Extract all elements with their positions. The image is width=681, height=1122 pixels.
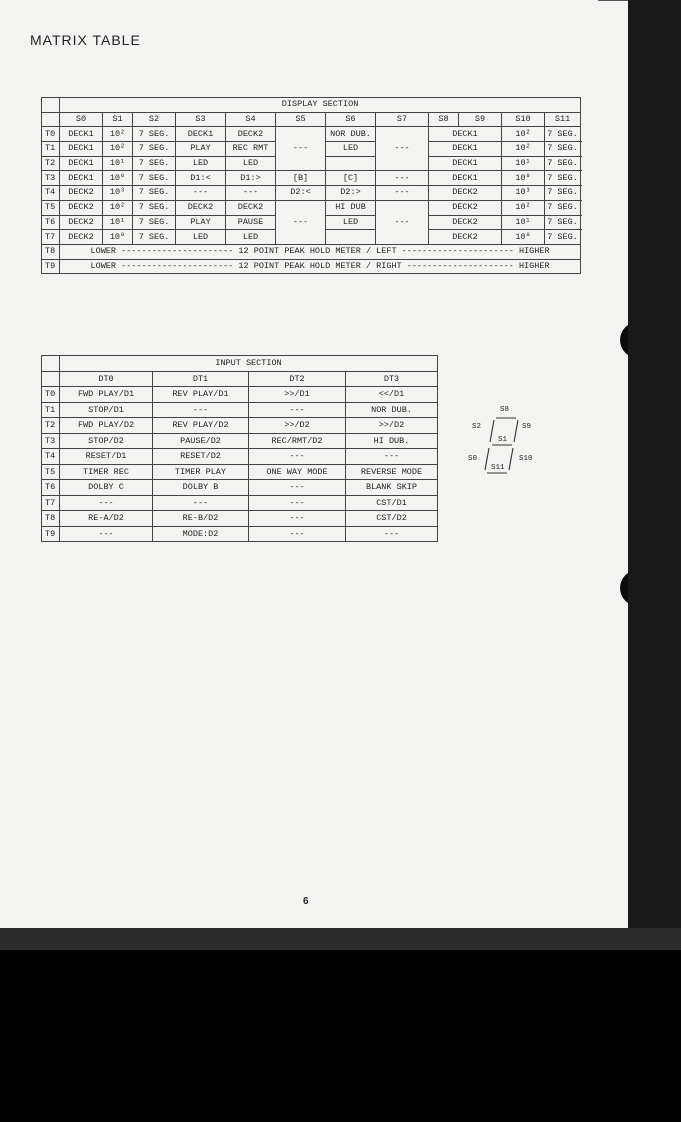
- label-top: S8: [500, 406, 510, 414]
- input-cell: TIMER REC: [60, 464, 153, 480]
- cell: DECK1: [176, 127, 226, 142]
- cell: 10⁰: [502, 171, 545, 186]
- input-row: [42, 449, 438, 465]
- display-title-row: [42, 98, 581, 113]
- row-label: T7: [42, 495, 60, 511]
- input-cell: RE-A/D2: [60, 511, 153, 527]
- label-upper-right: S9: [522, 423, 532, 431]
- cell: 7 SEG.: [133, 200, 176, 215]
- cell: DECK1: [60, 127, 103, 142]
- display-row-t9: [42, 259, 581, 274]
- input-cell: RESET/D2: [153, 449, 249, 465]
- row-label: T3: [42, 433, 60, 449]
- input-cell: >>/D2: [346, 418, 438, 434]
- cell: 10³: [103, 186, 133, 201]
- input-cell: FWD PLAY/D2: [60, 418, 153, 434]
- input-cell: REC/RMT/D2: [249, 433, 346, 449]
- cell: [C]: [326, 171, 376, 186]
- cell: LED: [176, 230, 226, 245]
- cell: DECK2: [60, 200, 103, 215]
- cell: 10⁰: [502, 230, 545, 245]
- cell: D2:>: [326, 186, 376, 201]
- input-cell: >>/D1: [249, 387, 346, 403]
- row-label: T8: [42, 511, 60, 527]
- label-lower-right: S10: [519, 455, 533, 463]
- cell: 7 SEG.: [545, 142, 581, 157]
- label-lower-left: S0: [468, 455, 478, 463]
- cell: 7 SEG.: [545, 127, 581, 142]
- cell: DECK1: [429, 142, 502, 157]
- scan-bottom-band: [0, 928, 681, 950]
- col-header-s9: S9: [459, 112, 502, 127]
- segment-upper-right: [514, 420, 518, 442]
- input-cell: ---: [249, 526, 346, 542]
- cell: 10⁰: [103, 230, 133, 245]
- input-cell: CST/D1: [346, 495, 438, 511]
- cell: ---: [376, 200, 429, 244]
- cell: DECK2: [176, 200, 226, 215]
- cell: ---: [276, 127, 326, 171]
- display-row-t4: [42, 186, 581, 201]
- cell: HI DUB: [326, 200, 376, 215]
- cell: DECK1: [429, 156, 502, 171]
- input-table-body: [42, 387, 438, 542]
- cell: LED: [226, 156, 276, 171]
- top-edge-line: [598, 0, 628, 1]
- segment-upper-left: [490, 420, 494, 442]
- input-row: [42, 464, 438, 480]
- input-cell: ---: [346, 526, 438, 542]
- cell: 7 SEG.: [545, 156, 581, 171]
- input-row: [42, 526, 438, 542]
- cell: 7 SEG.: [545, 215, 581, 230]
- cell: 10¹: [502, 156, 545, 171]
- cell: [B]: [276, 171, 326, 186]
- cell: D1:<: [176, 171, 226, 186]
- input-cell: REV PLAY/D2: [153, 418, 249, 434]
- cell: DECK2: [60, 215, 103, 230]
- cell: 7 SEG.: [133, 215, 176, 230]
- input-cell: ---: [249, 402, 346, 418]
- input-row: [42, 433, 438, 449]
- cell: DECK2: [60, 230, 103, 245]
- cell: LED: [226, 230, 276, 245]
- display-row-t0: [42, 127, 581, 142]
- cell: 7 SEG.: [133, 127, 176, 142]
- cell: 10²: [103, 142, 133, 157]
- page-number: 6: [303, 896, 309, 907]
- row-label: T5: [42, 464, 60, 480]
- cell: ---: [376, 171, 429, 186]
- row-label: T0: [42, 387, 60, 403]
- input-cell: HI DUB.: [346, 433, 438, 449]
- cell: 7 SEG.: [133, 142, 176, 157]
- cell: ---: [176, 186, 226, 201]
- input-row: [42, 495, 438, 511]
- peak-meter-right: LOWER ---------------------- 12 POINT PEAK HOLD METER / RIGHT --------------------- HIGHER: [60, 259, 581, 274]
- page-title: MATRIX TABLE: [30, 32, 141, 48]
- input-row: [42, 511, 438, 527]
- row-label: T1: [42, 142, 60, 157]
- seven-segment-diagram: [464, 400, 544, 490]
- input-cell: MODE:D2: [153, 526, 249, 542]
- input-row: [42, 402, 438, 418]
- input-cell: ---: [60, 495, 153, 511]
- col-header-dt1: DT1: [153, 371, 249, 387]
- label-middle: S1: [498, 436, 508, 444]
- cell: NOR DUB.: [326, 127, 376, 142]
- display-section-title: DISPLAY SECTION: [60, 98, 581, 113]
- cell: 10¹: [502, 215, 545, 230]
- corner-cell: [42, 356, 60, 372]
- cell: PAUSE: [226, 215, 276, 230]
- input-row: [42, 418, 438, 434]
- col-header-dt0: DT0: [60, 371, 153, 387]
- input-section-title: INPUT SECTION: [60, 356, 438, 372]
- binder-hole-upper: [620, 322, 628, 358]
- binder-hole-lower: [620, 570, 628, 606]
- segment-lower-left: [485, 448, 489, 470]
- input-row: [42, 480, 438, 496]
- cell: DECK2: [226, 200, 276, 215]
- input-cell: ---: [249, 480, 346, 496]
- col-header-s7: S7: [376, 112, 429, 127]
- input-row: [42, 387, 438, 403]
- cell: LED: [176, 156, 226, 171]
- input-cell: ---: [60, 526, 153, 542]
- cell: REC RMT: [226, 142, 276, 157]
- col-header-s4: S4: [226, 112, 276, 127]
- label-upper-left: S2: [472, 423, 482, 431]
- input-cell: ---: [249, 495, 346, 511]
- input-cell: RE-B/D2: [153, 511, 249, 527]
- col-header-s10: S10: [502, 112, 545, 127]
- cell: 10²: [103, 200, 133, 215]
- input-header-row: [42, 371, 438, 387]
- cell: D2:<: [276, 186, 326, 201]
- cell: ---: [376, 127, 429, 171]
- cell: 7 SEG.: [133, 186, 176, 201]
- cell: DECK2: [60, 186, 103, 201]
- input-cell: PAUSE/D2: [153, 433, 249, 449]
- input-cell: >>/D2: [249, 418, 346, 434]
- col-header-dt2: DT2: [249, 371, 346, 387]
- input-cell: ---: [153, 402, 249, 418]
- cell: ---: [376, 186, 429, 201]
- row-label: T2: [42, 156, 60, 171]
- col-header-s3: S3: [176, 112, 226, 127]
- input-cell: CST/D2: [346, 511, 438, 527]
- cell: DECK2: [226, 127, 276, 142]
- cell: DECK1: [60, 156, 103, 171]
- row-label: T2: [42, 418, 60, 434]
- cell: 7 SEG.: [545, 171, 581, 186]
- cell: 7 SEG.: [545, 186, 581, 201]
- cell: DECK1: [429, 171, 502, 186]
- cell: 10¹: [103, 156, 133, 171]
- display-row-t5: [42, 200, 581, 215]
- input-cell: DOLBY B: [153, 480, 249, 496]
- cell: DECK1: [60, 171, 103, 186]
- row-label: T4: [42, 186, 60, 201]
- input-cell: STOP/D2: [60, 433, 153, 449]
- input-cell: BLANK SKIP: [346, 480, 438, 496]
- corner-cell: [42, 371, 60, 387]
- cell: 7 SEG.: [545, 230, 581, 245]
- col-header-s5: S5: [276, 112, 326, 127]
- cell: 10³: [502, 186, 545, 201]
- row-label: T8: [42, 244, 60, 259]
- display-row-t3: [42, 171, 581, 186]
- col-header-s0: S0: [60, 112, 103, 127]
- row-label: T4: [42, 449, 60, 465]
- input-cell: ONE WAY MODE: [249, 464, 346, 480]
- input-section-table: [41, 355, 438, 542]
- input-cell: DOLBY C: [60, 480, 153, 496]
- input-cell: STOP/D1: [60, 402, 153, 418]
- segment-lower-right: [509, 448, 513, 470]
- input-cell: ---: [153, 495, 249, 511]
- cell: LED: [326, 142, 376, 157]
- label-bottom: S11: [491, 464, 505, 472]
- input-cell: FWD PLAY/D1: [60, 387, 153, 403]
- corner-cell: [42, 98, 60, 113]
- cell: PLAY: [176, 142, 226, 157]
- input-cell: ---: [346, 449, 438, 465]
- cell: DECK1: [429, 127, 502, 142]
- input-cell: REV PLAY/D1: [153, 387, 249, 403]
- col-header-s6: S6: [326, 112, 376, 127]
- input-cell: REVERSE MODE: [346, 464, 438, 480]
- row-label: T6: [42, 480, 60, 496]
- row-label: T7: [42, 230, 60, 245]
- cell: 10⁰: [103, 171, 133, 186]
- input-cell: NOR DUB.: [346, 402, 438, 418]
- scan-edge-shadow: [628, 0, 681, 928]
- cell: DECK2: [429, 186, 502, 201]
- cell: 7 SEG.: [545, 200, 581, 215]
- cell: LED: [326, 215, 376, 230]
- row-label: T0: [42, 127, 60, 142]
- display-header-row: [42, 112, 581, 127]
- input-cell: ---: [249, 449, 346, 465]
- cell: DECK2: [429, 215, 502, 230]
- row-label: T9: [42, 526, 60, 542]
- display-row-t8: [42, 244, 581, 259]
- col-header-s11: S11: [545, 112, 581, 127]
- cell: 10²: [502, 200, 545, 215]
- col-header-s2: S2: [133, 112, 176, 127]
- cell: ---: [226, 186, 276, 201]
- cell: DECK2: [429, 200, 502, 215]
- row-label: T6: [42, 215, 60, 230]
- input-cell: <</D1: [346, 387, 438, 403]
- cell: 7 SEG.: [133, 171, 176, 186]
- row-label: T1: [42, 402, 60, 418]
- row-label: T5: [42, 200, 60, 215]
- cell: [326, 156, 376, 171]
- col-header-s8: S8: [429, 112, 459, 127]
- cell: 10¹: [103, 215, 133, 230]
- cell: DECK2: [429, 230, 502, 245]
- cell: D1:>: [226, 171, 276, 186]
- cell: 10²: [502, 127, 545, 142]
- cell: DECK1: [60, 142, 103, 157]
- cell: 7 SEG.: [133, 156, 176, 171]
- col-header-s1: S1: [103, 112, 133, 127]
- cell: 10²: [103, 127, 133, 142]
- input-cell: RESET/D1: [60, 449, 153, 465]
- corner-cell: [42, 112, 60, 127]
- row-label: T3: [42, 171, 60, 186]
- input-title-row: [42, 356, 438, 372]
- cell: [326, 230, 376, 245]
- peak-meter-left: LOWER ---------------------- 12 POINT PEAK HOLD METER / LEFT ---------------------- HIGHER: [60, 244, 581, 259]
- row-label: T9: [42, 259, 60, 274]
- cell: 7 SEG.: [133, 230, 176, 245]
- cell: ---: [276, 200, 326, 244]
- input-cell: ---: [249, 511, 346, 527]
- input-cell: TIMER PLAY: [153, 464, 249, 480]
- cell: PLAY: [176, 215, 226, 230]
- display-section-table: [41, 97, 581, 274]
- cell: 10²: [502, 142, 545, 157]
- col-header-dt3: DT3: [346, 371, 438, 387]
